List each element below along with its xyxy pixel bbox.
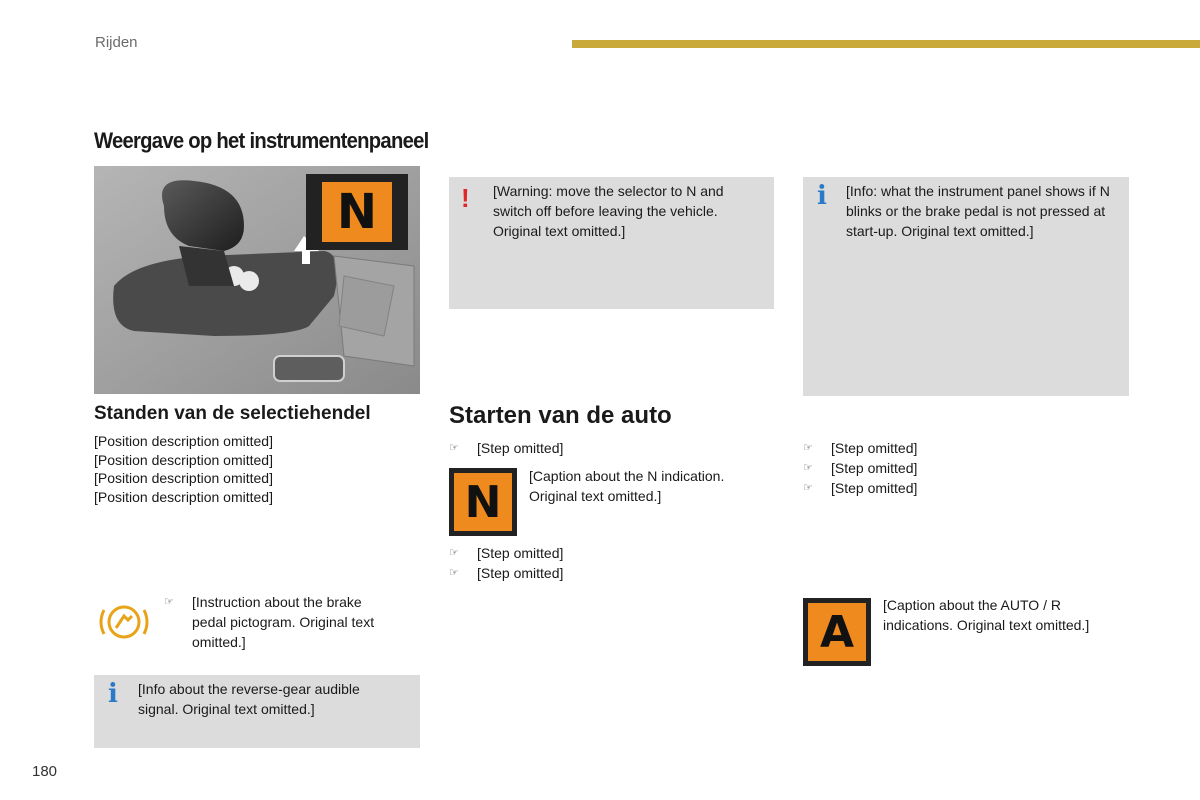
header-accent-bar [572, 40, 1200, 48]
positions-heading: Standen van de selectiehendel [94, 403, 371, 424]
page-title: Weergave op het instrumentenpaneel [94, 128, 429, 153]
list-item: ☞ [Instruction about the brake pedal pictogram. Original text omitted.] [164, 594, 375, 650]
list-item: ☞ [Step omitted] [449, 440, 564, 456]
info-panel-top [803, 177, 1129, 396]
start-steps-a [449, 438, 769, 458]
display-a-letter: A [808, 603, 866, 661]
warning-panel [449, 177, 774, 309]
bullet-icon: ☞ [164, 596, 174, 608]
page-number: 180 [32, 763, 58, 780]
section-label: Rijden [95, 34, 138, 51]
info-top-text: [Info: what the instrument panel shows if N blinks or the brake pedal is not pressed at start-up. Original text omitted.] [846, 183, 1110, 239]
display-n-icon [306, 174, 408, 250]
position-item: [Position description omitted] [94, 470, 273, 486]
a-caption: [Caption about the AUTO / R indications. Original text omitted.] [883, 597, 1090, 633]
bullet-icon: ☞ [803, 462, 813, 474]
positions-list [94, 432, 414, 506]
list-item: ☞ [Step omitted] [803, 460, 918, 476]
display-n-letter: N [454, 473, 512, 531]
bullet-icon: ☞ [449, 547, 459, 559]
position-item: [Position description omitted] [94, 451, 273, 468]
list-item: ☞ [Step omitted] [449, 565, 564, 581]
brake-pedal-warning-icon [98, 602, 150, 642]
info-icon: i [108, 679, 118, 709]
warning-text: [Warning: move the selector to N and switch off before leaving the vehicle. Original text omitted.] [493, 183, 724, 239]
position-item: [Position description omitted] [94, 433, 273, 449]
info-icon: i [817, 181, 827, 211]
position-item: [Position description omitted] [94, 488, 273, 505]
list-item: ☞ [Step omitted] [803, 440, 918, 456]
info-panel-bottom [94, 675, 420, 748]
exclamation-icon: ! [461, 183, 470, 213]
start-heading: Starten van de auto [449, 402, 672, 429]
bullet-icon: ☞ [449, 567, 459, 579]
start-steps-b [449, 543, 769, 583]
gear-selector-photo [94, 166, 420, 394]
bullet-icon: ☞ [803, 442, 813, 454]
list-item: ☞ [Step omitted] [803, 480, 918, 496]
list-item: ☞ [Step omitted] [449, 545, 564, 561]
bullet-icon: ☞ [449, 442, 459, 454]
start-steps-c [803, 438, 1128, 498]
info-bottom-text: [Info about the reverse-gear audible signal. Original text omitted.] [138, 681, 360, 717]
brake-tip-list [164, 592, 394, 652]
n-caption: [Caption about the N indication. Original text omitted.] [529, 468, 725, 504]
bullet-icon: ☞ [803, 482, 813, 494]
display-n-icon [449, 468, 517, 536]
display-a-icon [803, 598, 871, 666]
display-n-letter: N [322, 182, 392, 242]
